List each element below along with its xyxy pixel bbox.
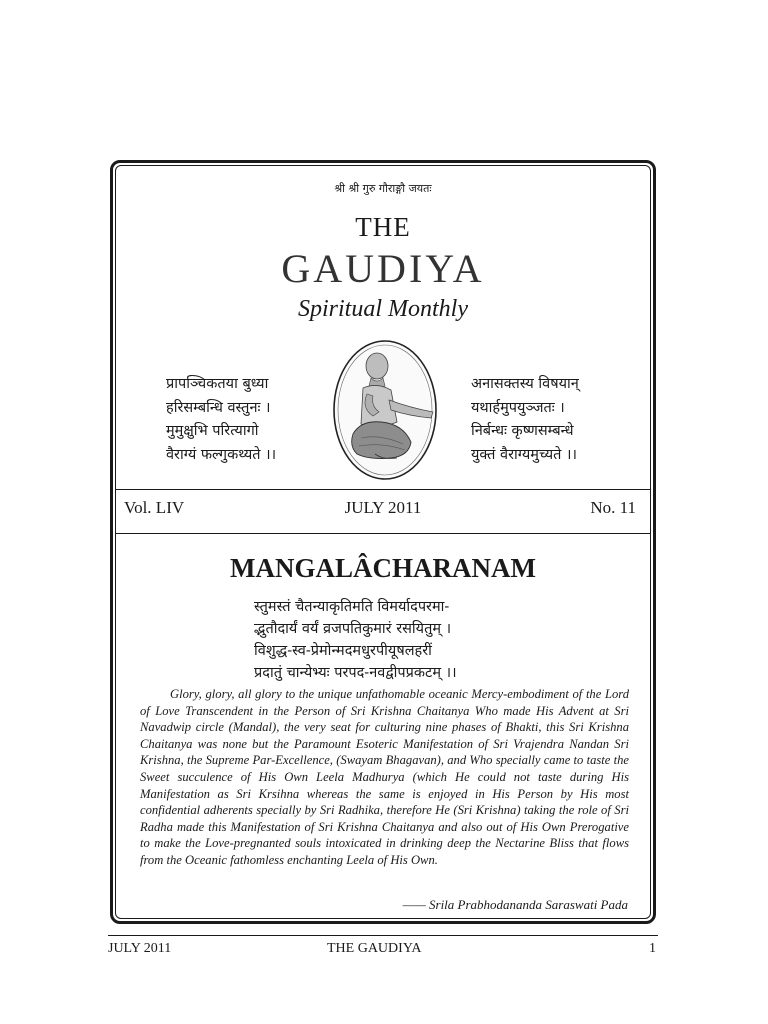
article-body: Glory, glory, all glory to the unique unfathomable oceanic Mercy-embodiment of the Lord of Love Transcendent in the Person of Sri Krishna Chaitanya Who made His Advent at Sri Navadwip circle (Mandal), the very seat for culturing nine phases of Bhakti, this Sri Krishna Chaitanya was none but the Paramount Esoteric Manifestation of Sri Vrajendra Nandan Sri Krishna, the Supreme Par-Excellence, (Swayam Bhagavan), and Who specially came to taste the Sweet succulence of His Own Leela Madhurya (which He could not taste during His Manifestation as Sri Krsihna whereas the same is enjoyed in His Person by His most confidential adherents specially by Sri Radhika, therefore He (Sri Krishna) taking the role of Sri Radha made this Manifestation of Sri Krishna Chaitanya and also out of His Own Prerogative to make the Love-pregnanted souls intoxicated in drinking deep the Nectarine Bliss that flows from the Oceanic fathomless enchanting Leela of His Own. (140, 687, 629, 867)
shloka-line: स्तुमस्तं चैतन्याकृतिमति विमर्यादपरमा- (254, 599, 450, 615)
shloka (254, 596, 554, 684)
verse-right (471, 373, 641, 467)
portrait-illustration (331, 338, 439, 482)
divider (115, 489, 651, 490)
footer-date: JULY 2011 (108, 941, 172, 956)
shloka-line: द्भुतौदार्यं वर्यं व्रजपतिकुमारं रसयितुम् । (254, 621, 452, 637)
article-heading: MANGALÂCHARANAM (230, 553, 536, 583)
verse-left (166, 373, 336, 467)
divider (115, 533, 651, 534)
volume-label: Vol. LIV (124, 498, 185, 517)
verse-line: युक्तं वैराग्यमुच्यते ।। (471, 446, 577, 463)
verse-line: मुमुक्षुभि परित्यागो (166, 423, 259, 439)
footer-publication: THE GAUDIYA (327, 941, 422, 956)
page-number: 1 (649, 941, 656, 956)
footer-divider (108, 935, 658, 936)
masthead-the: THE (355, 212, 411, 242)
shloka-line: विशुद्ध-स्व-प्रेमोन्मदमधुरपीयूषलहरीं (254, 643, 432, 659)
issue-number: No. 11 (590, 498, 636, 517)
verse-line: हरिसम्बन्धि वस्तुनः । (166, 399, 271, 416)
verse-line: यथार्हमुपयुञ्जतः । (471, 399, 565, 416)
verse-line: निर्बन्धः कृष्णसम्बन्धे (471, 423, 574, 439)
issue-month: JULY 2011 (344, 498, 422, 517)
invocation: श्री श्री गुरु गौराङ्गौ जयतः (334, 182, 432, 195)
shloka-line: प्रदातुं चान्येभ्यः परपद-नवद्वीपप्रकटम् ।। (254, 665, 457, 681)
article-attribution: —— Srila Prabhodananda Saraswati Pada (402, 897, 628, 912)
verse-line: प्रापञ्चिकतया बुध्या (166, 376, 269, 392)
verse-line: वैराग्यं फल्गुकथ्यते ।। (166, 446, 277, 463)
masthead-subtitle: Spiritual Monthly (298, 296, 468, 322)
verse-line: अनासक्तस्य विषयान् (471, 376, 579, 392)
masthead-title: GAUDIYA (281, 246, 485, 291)
